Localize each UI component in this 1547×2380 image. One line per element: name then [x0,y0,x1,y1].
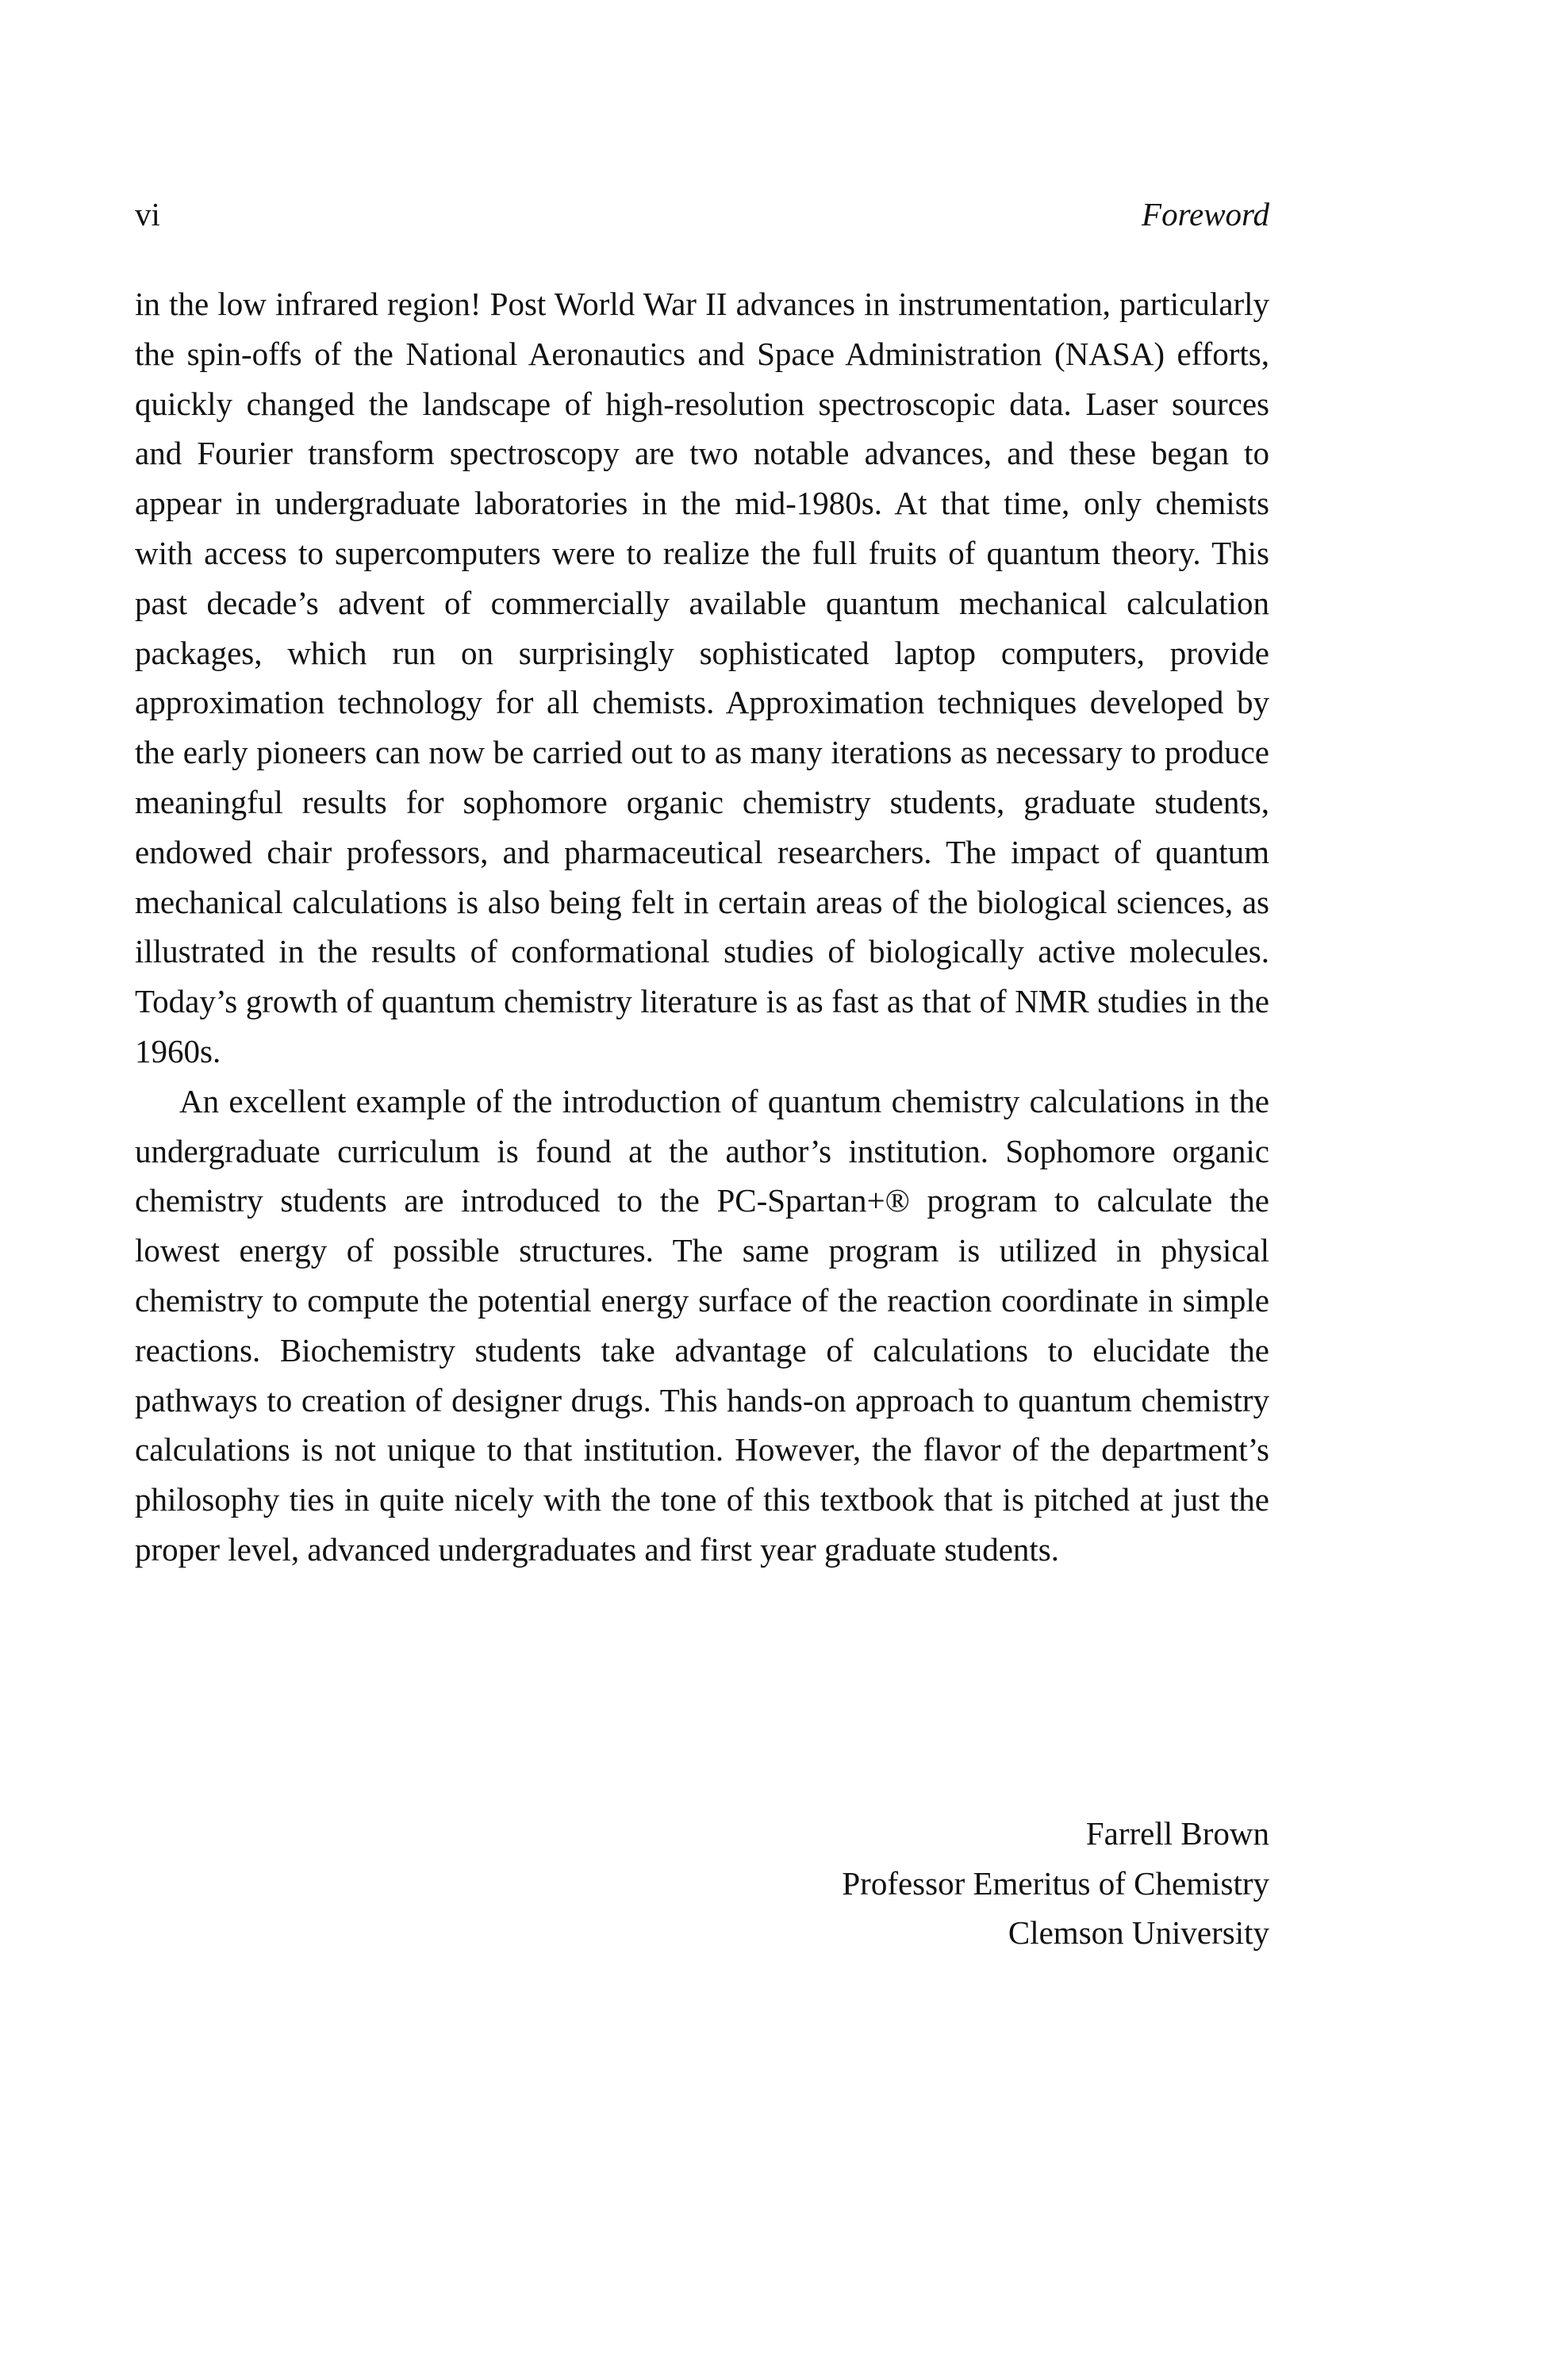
running-head [135,190,1269,246]
author-name: Farrell Brown [1085,1815,1269,1852]
section-title: Foreword [1142,196,1269,232]
author-institution: Clemson University [1008,1914,1269,1951]
page-number: vi [135,196,160,232]
book-page [135,190,1269,1951]
author-title: Professor Emeritus of Chemistry [842,1864,1269,1902]
body-paragraph: in the low infrared region! Post World War II advances in instrumentation, particularly the spin-offs of the National Aeronautics and Space Administration (NASA) efforts, quickly changed the landscape of high-resolution spectroscopic data. Laser sources and Fourier transform spectroscopy are two notable advances, and these began to appear in undergraduate laboratories in the mid-1980s. At that time, only chemists with access to supercomputers were to realize the full fruits of quantum theory. This past decade’s advent of commercially available quantum mechanical calculation packages, which run on surprisingly sophisticated laptop computers, provide approximation technology for all chemists. Approximation techniques developed by the early pioneers can now be carried out to as many iterations as necessary to produce meaningful results for sophomore organic chemistry students, graduate students, endowed chair professors, and pharmaceutical researchers. The impact of quantum mechanical calculations is also being felt in certain areas of the biological sciences, as illustrated in the results of conformational studies of biologically active molecules. Today’s growth of quantum chemistry literature is as fast as that of NMR studies in the 1960s. [135,286,1269,1069]
foreword-body [135,279,1269,1575]
body-paragraph: An excellent example of the introduction of quantum chemistry calculations in the undergraduate curriculum is found at the author’s institution. Sophomore organic chemistry students are introduced to the PC-Spartan+® program to calculate the lowest energy of possible structures. The same program is utilized in physical chemistry to compute the potential energy surface of the reaction coordinate in simple reactions. Biochemistry students take advantage of calculations to elucidate the pathways to creation of designer drugs. This hands-on approach to quantum chemistry calculations is not unique to that institution. However, the flavor of the department’s philosophy ties in quite nicely with the tone of this textbook that is pitched at just the proper level, advanced undergraduates and first year graduate students. [135,1082,1269,1568]
signature-block [842,1809,1269,1958]
